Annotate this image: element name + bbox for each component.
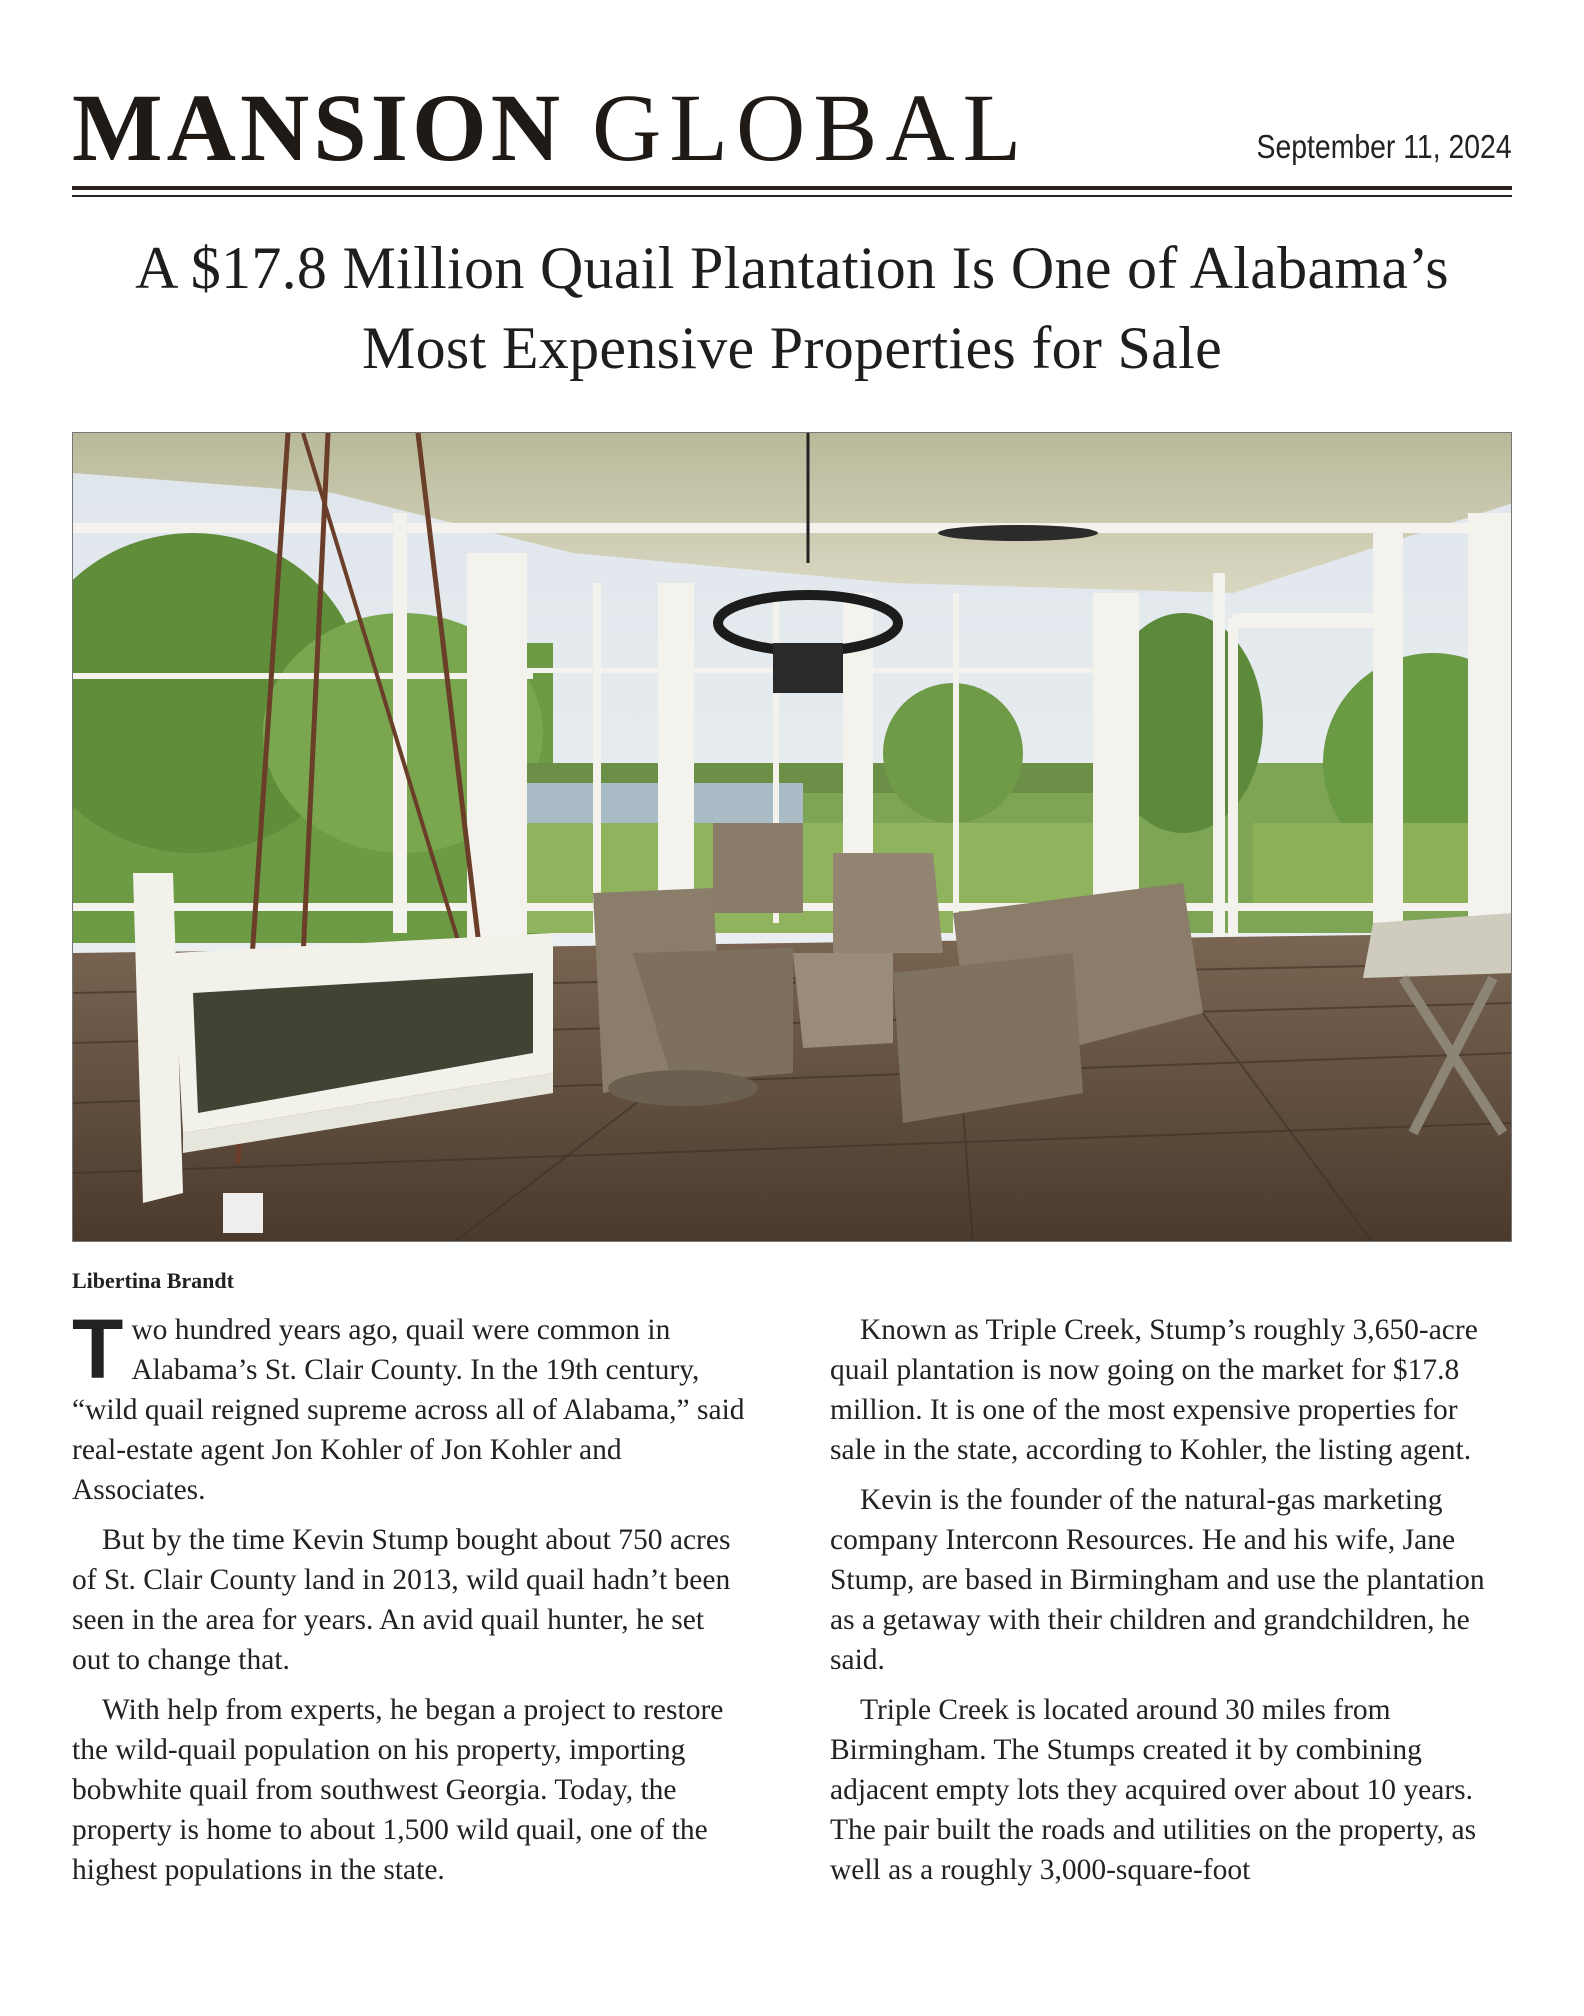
brand-logo[interactable] xyxy=(72,74,1030,181)
paragraph: Triple Creek is located around 30 miles from Birmingham. The Stumps created it by combining adjacent empty lots they acquired over about 10 years. The pair built the roads and utilities on the property, as well as a roughly 3,000-square-foot xyxy=(830,1694,1477,1886)
porch-photo-illustration xyxy=(73,433,1512,1242)
paragraph xyxy=(72,1302,748,1510)
photo-credit: Libertina Brandt xyxy=(72,1268,234,1293)
drop-cap: T xyxy=(72,1302,124,1396)
paragraph: With help from experts, he began a project to restore the wild-quail population on his property, importing bobwhite quail from southwest Georgia. Today, the property is home to about 1,500 wild quail, one of the highest populations in the state. xyxy=(72,1694,724,1886)
paragraph: But by the time Kevin Stump bought about 750 acres of St. Clair County land in 2013, wild quail hadn’t been seen in the area for years. An avid quail hunter, he set out to change that. xyxy=(72,1524,731,1676)
masthead-rule-thin xyxy=(72,195,1512,197)
paragraph: Known as Triple Creek, Stump’s roughly 3,650-acre quail plantation is now going on the market for $17.8 million. It is one of the most expensive properties for sale in the state, according to Kohler, the listing agent. xyxy=(830,1314,1478,1466)
paragraph: Kevin is the founder of the natural-gas marketing company Interconn Resources. He and his wife, Jane Stump, are based in Birmingham and use the plantation as a getaway with their children and grandchildren, he said. xyxy=(830,1484,1485,1676)
article-column-right xyxy=(830,1310,1506,1900)
paragraph-text: wo hundred years ago, quail were common in Alabama’s St. Clair County. In the 19th century, “wild quail reigned supreme across all of Alabama,” said real-estate agent Jon Kohler of Jon Kohler and Associates. xyxy=(72,1314,745,1506)
article-column-left xyxy=(72,1302,748,1900)
article-headline: A $17.8 Million Quail Plantation Is One of Alabama’s Most Expensive Properties for Sale xyxy=(135,235,1449,381)
masthead-rule-thick xyxy=(72,186,1512,190)
publication-date: September 11, 2024 xyxy=(1256,128,1512,165)
masthead xyxy=(72,74,1512,181)
brand-primary: MANSION xyxy=(72,74,565,181)
article-photo xyxy=(72,432,1512,1242)
brand-secondary: GLOBAL xyxy=(592,74,1030,181)
